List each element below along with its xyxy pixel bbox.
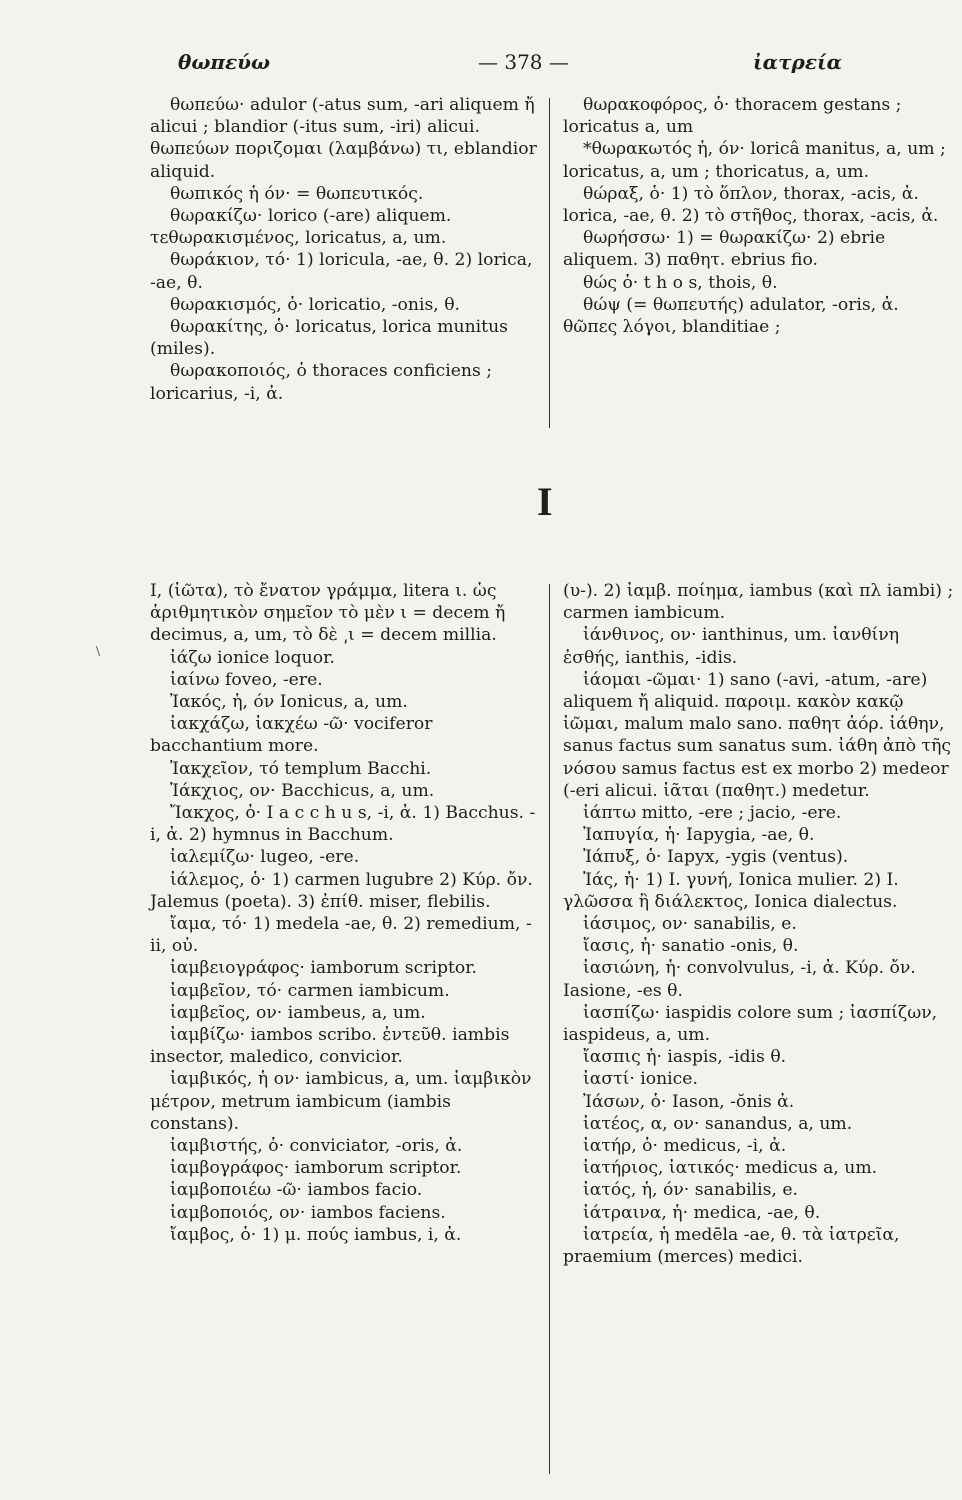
right-guide-word: ἰατρεία xyxy=(753,50,843,74)
section-letter: I xyxy=(537,479,553,524)
left-guide-word: θωπεύω xyxy=(178,50,271,74)
dictionary-entry: ἰαλεμίζω· lugeo, -ere. xyxy=(170,847,360,868)
dictionary-entry: ἰαστί· ionice. xyxy=(583,1069,698,1090)
bottom-left-column xyxy=(150,580,540,1480)
dictionary-entry: θωρακισμός, ὁ· loricatio, -onis, θ. xyxy=(170,294,461,315)
dictionary-entry: *θωρακωτός ἡ, όν· loricâ manitus, a, um ; loricatus, a, um ; thoricatus, a, um. xyxy=(563,139,946,182)
dictionary-entry: θώψ (= θωπευτής) adulator, -oris, ἀ. θῶπες λόγοι, blanditiae ; xyxy=(563,294,899,338)
dictionary-entry: ἰαμβεῖον, τό· carmen iambicum. xyxy=(170,980,450,1001)
dictionary-entry: ἰάομαι -ῶμαι· 1) sano (-avi, -atum, -are) aliquem ἤ aliquid. παροιμ. κακὸν κακῷ ἰῶμαι, malum malo sano. παθητ ἀόρ. ἰάθην, sanus factus sum sanatus sum. ἰάθη ἀπὸ τῆς νόσου samus factus est ex morbo 2) medeor (-eri alicui. ἰᾶται (παθητ.) medetur. xyxy=(563,669,951,801)
dictionary-entry: ἰαμβίζω· iambos scribo. ἐντεῦθ. iambis insector, maledico, convicior. xyxy=(150,1025,510,1068)
dictionary-entry: ἰατήριος, ἰατικός· medicus a, um. xyxy=(583,1158,878,1179)
dictionary-entry: ἰατέος, α, ον· sanandus, a, um. xyxy=(583,1113,853,1134)
dictionary-entry: Ἴακχος, ὁ· I a c c h u s, -i, ἀ. 1) Bacchus. -i, ἀ. 2) hymnus in Bacchum. xyxy=(150,803,536,846)
page-header xyxy=(148,50,848,90)
dictionary-entry: ἰάνθινος, ον· ianthinus, um. ἰανθίνη ἐσθής, ianthis, -idis. xyxy=(563,625,900,668)
dictionary-entry: ἰάτραινα, ἡ· medica, -ae, θ. xyxy=(583,1202,821,1223)
dictionary-entry: Ἰακός, ἡ, όν Ionicus, a, um. xyxy=(170,692,408,713)
dictionary-entry: θωρήσσω· 1) = θωρακίζω· 2) ebrie aliquem. 3) παθητ. ebrius fio. xyxy=(563,228,886,271)
dictionary-entry: ἰάπτω mitto, -ere ; jacio, -ere. xyxy=(583,803,842,824)
dictionary-entry: Ἰάς, ἡ· 1) I. γυνή, Ionica mulier. 2) I. γλῶσσα ἢ διάλεκτος, Ionica dialectus. xyxy=(563,869,899,912)
dictionary-entry: ἴαμβος, ὁ· 1) μ. πούς iambus, i, ἀ. xyxy=(170,1224,462,1245)
dictionary-entry: ἴασπις ἡ· iaspis, -idis θ. xyxy=(583,1047,787,1068)
dictionary-entry: Ἰάκχιος, ον· Bacchicus, a, um. xyxy=(170,780,435,801)
dictionary-entry: ἰαμβειογράφος· iamborum scriptor. xyxy=(170,958,478,979)
dictionary-entry: ἰατήρ, ὁ· medicus, -i, ἀ. xyxy=(583,1136,787,1157)
dictionary-entry: ἰακχάζω, ἰακχέω -ῶ· vociferor bacchantium more. xyxy=(150,714,433,757)
dictionary-entry: θωπεύω· adulor (-atus sum, -ari aliquem ἤ alicui ; blandior (-itus sum, -iri) alicui. θωπεύων ποριζομαι (λαμβάνω) τι, eblandior aliquid. xyxy=(150,95,537,182)
dictionary-entry: Ἰαπυγία, ἡ· Iapygia, -ae, θ. xyxy=(583,825,815,846)
dictionary-entry: ἰατρεία, ἡ medēla -ae, θ. τὰ ἰατρεῖα, praemium (merces) medici. xyxy=(563,1224,900,1268)
dictionary-entry: I, (ἰῶτα), τὸ ἔνατον γράμμα, litera ι. ὡς ἀριθμητικὸν σημεῖον τὸ μὲν ι = decem ἤ decimus, a, um, τὸ δὲ ͵ι = decem millia. xyxy=(150,581,506,646)
top-right-column xyxy=(563,94,958,394)
dictionary-entry: ἴασις, ἡ· sanatio -onis, θ. xyxy=(583,936,799,957)
dictionary-entry: (υ-). 2) ἰαμβ. ποίημα, iambus (καὶ πλ iambi) ; carmen iambicum. xyxy=(563,581,954,624)
dictionary-entry: θωράκιον, τό· 1) loricula, -ae, θ. 2) lorica, -ae, θ. xyxy=(150,250,533,293)
dictionary-entry: Ἰακχεῖον, τό templum Bacchi. xyxy=(170,758,432,779)
dictionary-entry: θωρακίτης, ὁ· loricatus, lorica munitus (miles). xyxy=(150,317,508,360)
dictionary-entry: ἰαμβοποιέω -ῶ· iambos facio. xyxy=(170,1180,423,1201)
margin-mark: \ xyxy=(96,644,101,658)
dictionary-entry: ἴαμα, τό· 1) medela -ae, θ. 2) remedium, -ii, οὐ. xyxy=(150,914,532,957)
dictionary-entry: ἰάσιμος, ον· sanabilis, e. xyxy=(583,914,797,935)
dictionary-entry: θωρακίζω· lorico (-are) aliquem. τεθωρακισμένος, loricatus, a, um. xyxy=(150,206,452,249)
dictionary-entry: ἰαμβικός, ἡ ον· iambicus, a, um. ἰαμβικὸν μέτρον, metrum iambicum (iambis constans). xyxy=(150,1069,532,1134)
top-left-column xyxy=(150,94,540,434)
page-number: — 378 — xyxy=(478,50,569,74)
column-divider xyxy=(549,98,550,428)
dictionary-entry: ἰάλεμος, ὁ· 1) carmen lugubre 2) Κύρ. ὄν. Jalemus (poeta). 3) ἐπίθ. miser, flebilis. xyxy=(150,869,533,912)
dictionary-entry: Ἰάπυξ, ὁ· Iapyx, -ygis (ventus). xyxy=(583,847,849,868)
dictionary-entry: ἰασιώνη, ἡ· convolvulus, -i, ἀ. Κύρ. ὄν. Iasione, -es θ. xyxy=(563,958,916,1001)
dictionary-entry: θωπικός ἡ όν· = θωπευτικός. xyxy=(170,183,424,204)
column-divider xyxy=(549,584,550,1474)
dictionary-entry: θωρακοποιός, ὁ thoraces conficiens ; loricarius, -i, ἀ. xyxy=(150,361,493,404)
dictionary-entry: ἰάζω ionice loquor. xyxy=(170,647,335,668)
dictionary-entry: ἰαμβογράφος· iamborum scriptor. xyxy=(170,1158,462,1179)
dictionary-entry: ἰασπίζω· iaspidis colore sum ; ἰασπίζων, iaspideus, a, um. xyxy=(563,1002,938,1046)
dictionary-entry: Ἰάσων, ὁ· Iason, -ŏnis ἀ. xyxy=(583,1091,795,1112)
dictionary-entry: θώς ὁ· t h o s, thois, θ. xyxy=(583,272,778,293)
dictionary-entry: ἰαίνω foveo, -ere. xyxy=(170,669,323,690)
dictionary-entry: ἰαμβοποιός, ον· iambos faciens. xyxy=(170,1202,446,1223)
dictionary-entry: θωρακοφόρος, ὁ· thoracem gestans ; loricatus a, um xyxy=(563,95,902,138)
bottom-right-column xyxy=(563,580,958,1480)
dictionary-entry: ἰαμβιστής, ὁ· conviciator, -oris, ἀ. xyxy=(170,1136,463,1157)
dictionary-entry: θώραξ, ὁ· 1) τὸ ὅπλον, thorax, -acis, ἀ. lorica, -ae, θ. 2) τὸ στῆθος, thorax, -acis, ἀ. xyxy=(563,183,939,227)
dictionary-entry: ἰατός, ἡ, όν· sanabilis, e. xyxy=(583,1180,798,1201)
dictionary-entry: ἰαμβεῖος, ον· iambeus, a, um. xyxy=(170,1002,426,1023)
